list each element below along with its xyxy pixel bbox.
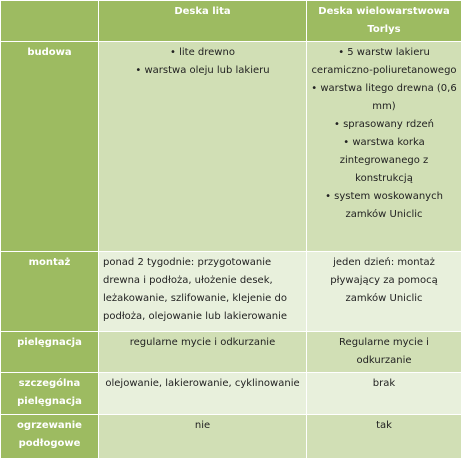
cell-montaz-lita: ponad 2 tygodnie: przygotowanie drewna i podłoża, ułożenie desek, leżakowanie, szlifowanie, klejenie do podłoża, olejowanie lub lakierowanie <box>99 252 307 332</box>
list-budowa-lita <box>103 44 302 80</box>
header-empty <box>1 1 99 42</box>
row-label-montaz: montaż <box>1 252 99 332</box>
row-label-szczegolna-pielegnacja: szczególna pielęgnacja <box>1 373 99 415</box>
cell-pielegnacja-wielowarstwowa: Regularne mycie i odkurzanie <box>307 332 461 373</box>
table-row-pielegnacja <box>1 332 461 373</box>
list-item: • sprasowany rdzeń <box>311 116 457 134</box>
list-item: • warstwa oleju lub lakieru <box>103 62 302 80</box>
list-budowa-wielowarstwowa <box>311 44 457 224</box>
cell-pielegnacja-lita: regularne mycie i odkurzanie <box>99 332 307 373</box>
list-item: • warstwa litego drewna (0,6 mm) <box>311 80 457 116</box>
cell-ogrzewanie-wielowarstwowa: tak <box>307 415 461 459</box>
cell-budowa-lita <box>99 42 307 252</box>
cell-montaz-wielowarstwowa: jeden dzień: montaż pływający za pomocą zamków Uniclic <box>307 252 461 332</box>
cell-szczegolna-lita: olejowanie, lakierowanie, cyklinowanie <box>99 373 307 415</box>
table-row-szczegolna-pielegnacja <box>1 373 461 415</box>
list-item: • system woskowanych zamków Uniclic <box>311 188 457 224</box>
list-item: • lite drewno <box>103 44 302 62</box>
table-row-budowa <box>1 42 461 252</box>
cell-budowa-wielowarstwowa <box>307 42 461 252</box>
table-row-montaz <box>1 252 461 332</box>
row-label-budowa: budowa <box>1 42 99 252</box>
header-deska-wielowarstwowa: Deska wielowarstwowa Torlys <box>307 1 461 42</box>
table-row-ogrzewanie <box>1 415 461 459</box>
cell-ogrzewanie-lita: nie <box>99 415 307 459</box>
list-item: • warstwa korka zintegrowanego z konstrukcją <box>311 134 457 188</box>
cell-szczegolna-wielowarstwowa: brak <box>307 373 461 415</box>
list-item: • 5 warstw lakieru ceramiczno-poliuretanowego <box>311 44 457 80</box>
header-row <box>1 1 461 42</box>
row-label-pielegnacja: pielęgnacja <box>1 332 99 373</box>
row-label-ogrzewanie: ogrzewanie podłogowe <box>1 415 99 459</box>
header-deska-lita: Deska lita <box>99 1 307 42</box>
